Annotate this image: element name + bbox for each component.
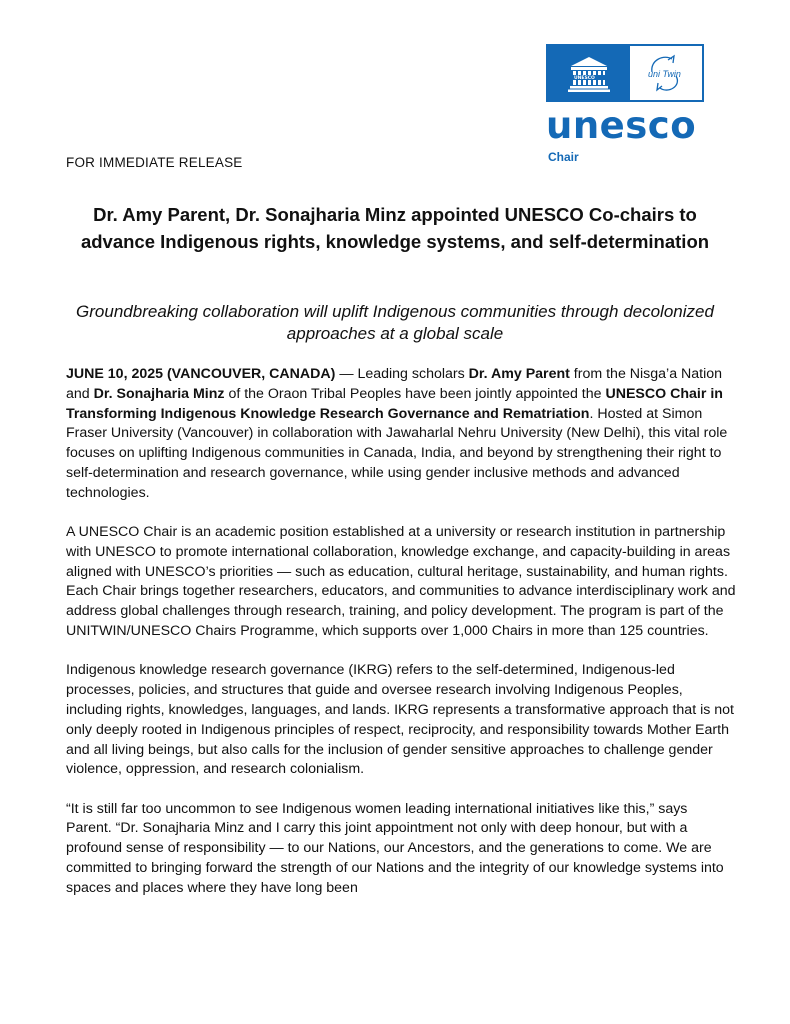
press-release-body [66, 365, 736, 918]
paragraph-quote: “It is still far too uncommon to see Indigenous women leading international initiatives like this,” says Parent. “Dr. Sonajharia Minz and I carry this joint appointment not only with deep honour, but with a profound sense of responsibility — to our Nations, our Ancestors, and the generations to come. We are committed to bringing forward the strength of our Nations and the integrity of our knowledge systems into spaces and places where they have long been [66, 800, 724, 896]
headline: Dr. Amy Parent, Dr. Sonajharia Minz appointed UNESCO Co-chairs to advance Indigenous rights, knowledge systems, and self-determination [80, 204, 710, 252]
subheadline: Groundbreaking collaboration will uplift Indigenous communities through decolonized approaches at a global scale [76, 302, 714, 343]
name-sonajharia-minz: Dr. Sonajharia Minz [93, 385, 225, 402]
release-label: FOR IMMEDIATE RELEASE [66, 155, 243, 170]
unesco-wordmark: unesco [546, 104, 697, 147]
paragraph-ikrg: Indigenous knowledge research governance (IKRG) refers to the self-determined, Indigenous-led processes, policies, and structures that guide and oversee research involving Indigenous Peoples, including rights, knowledges, languages, and lands. IKRG represents a transformative approach that is not only deeply rooted in Indigenous principles of respect, reciprocity, and responsibility towards Mother Earth and all living beings, but also calls for the inclusion of gender sensitive approaches to challenge gender violence, oppression, and research colonialism. [66, 662, 734, 778]
temple-emblem-icon [548, 46, 630, 100]
paragraph-intro [66, 365, 736, 504]
chair-title: UNESCO Chair in Transforming Indigenous Knowledge Research Governance and Rematriation [66, 385, 723, 422]
svg-text:UNESCO: UNESCO [574, 76, 595, 81]
intro-text-2: from the Nisga’a Nation and [66, 366, 723, 402]
paragraph-unesco-chair: A UNESCO Chair is an academic position established at a university or research institution in partnership with UNESCO to promote international collaboration, knowledge exchange, and capacity-building in areas aligned with UNESCO’s priorities — such as education, cultural heritage, sustainability, and human rights. Each Chair brings together researchers, educators, and communities to advance interdisciplinary work and address global challenges through research, training, and policy development. The program is part of the UNITWIN/UNESCO Chairs Programme, which supports over 1,000 Chairs in more than 125 countries. [66, 524, 736, 640]
unitwin-emblem-icon [630, 46, 702, 100]
dateline: JUNE 10, 2025 (VANCOUVER, CANADA) [66, 366, 336, 382]
intro-text-4: . Hosted at Simon Fraser University (Vancouver) in collaboration with Jawaharlal Nehru University (New Delhi), this vital role focuses on uplifting Indigenous communities in Canada, India, and beyond by strengthening their right to self-determination and research governance, while using gender inclusive methods and advanced technologies. [66, 405, 728, 501]
name-amy-parent: Dr. Amy Parent [468, 366, 570, 382]
chair-label: Chair [548, 150, 579, 164]
intro-text-1: — Leading scholars [335, 366, 469, 382]
unitwin-text: uni Twin [648, 69, 681, 79]
intro-text-3: of the Oraon Tribal Peoples have been jointly appointed the [224, 385, 606, 402]
unesco-logo [546, 44, 704, 102]
